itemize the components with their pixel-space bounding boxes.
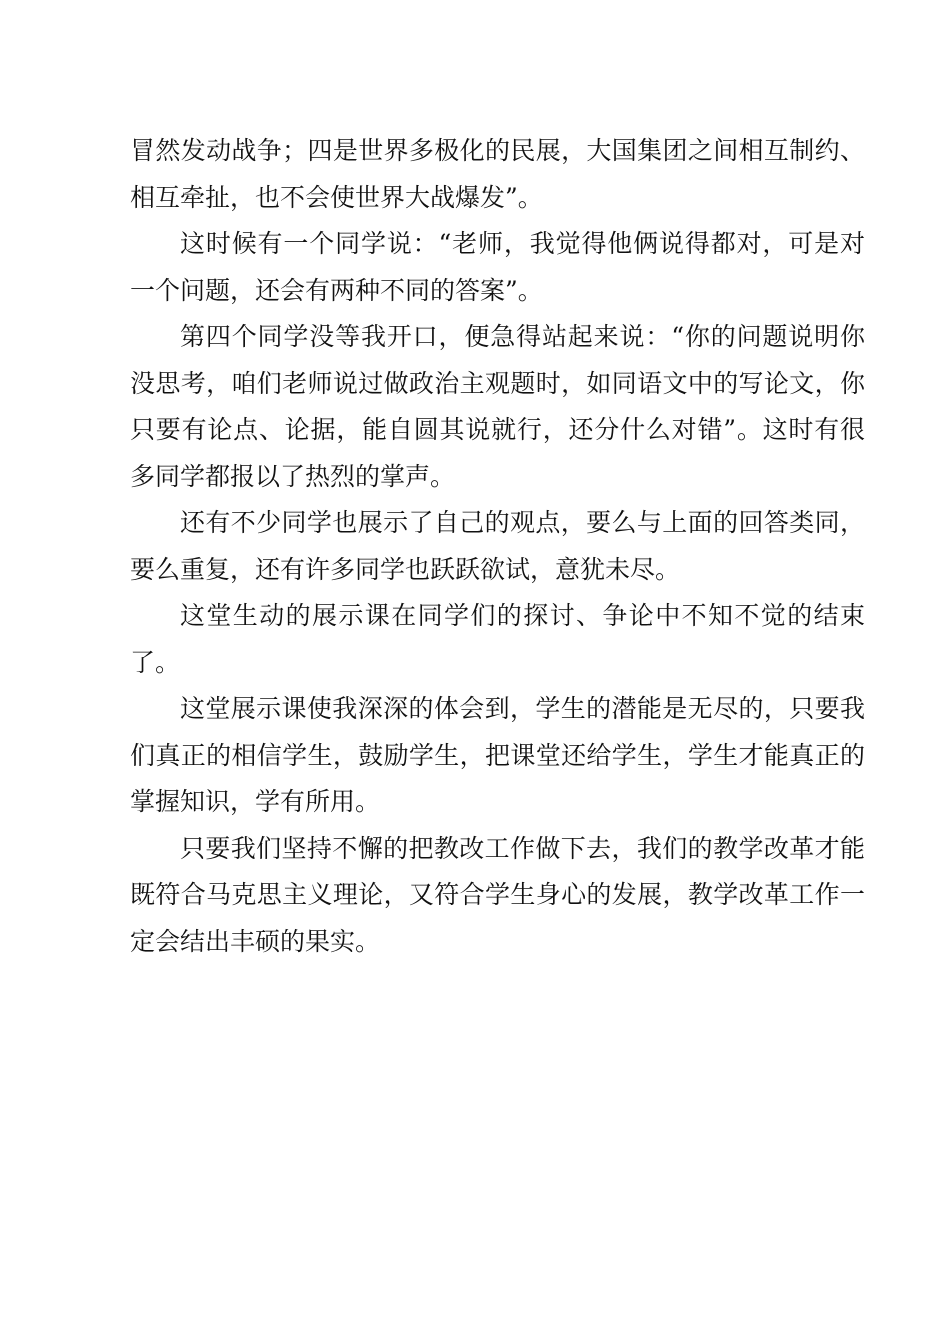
document-page xyxy=(130,128,865,965)
paragraph-other-students: 还有不少同学也展示了自己的观点，要么与上面的回答类同，要么重复，还有许多同学也跃跃欲试，意犹未尽。 xyxy=(130,508,865,584)
paragraph-class-end: 这堂生动的展示课在同学们的探讨、争论中不知不觉的结束了。 xyxy=(130,601,865,677)
paragraph-student-comment: 这时候有一个同学说：“老师，我觉得他俩说得都对，可是对一个问题，还会有两种不同的答案”。 xyxy=(130,229,865,305)
paragraph-continuation: 冒然发动战争；四是世界多极化的民展，大国集团之间相互制约、相互牵扯，也不会使世界大战爆发”。 xyxy=(130,136,865,212)
paragraph-reflection: 这堂展示课使我深深的体会到，学生的潜能是无尽的，只要我们真正的相信学生，鼓励学生，把课堂还给学生，学生才能真正的掌握知识，学有所用。 xyxy=(130,694,865,816)
paragraph-conclusion: 只要我们坚持不懈的把教改工作做下去，我们的教学改革才能既符合马克思主义理论，又符合学生身心的发展，教学改革工作一定会结出丰硕的果实。 xyxy=(130,833,865,956)
paragraph-fourth-student: 第四个同学没等我开口，便急得站起来说：“你的问题说明你没思考，咱们老师说过做政治主观题时，如同语文中的写论文，你只要有论点、论据，能自圆其说就行，还分什么对错”。这时有很多同学都报以了热烈的掌声。 xyxy=(130,322,865,491)
